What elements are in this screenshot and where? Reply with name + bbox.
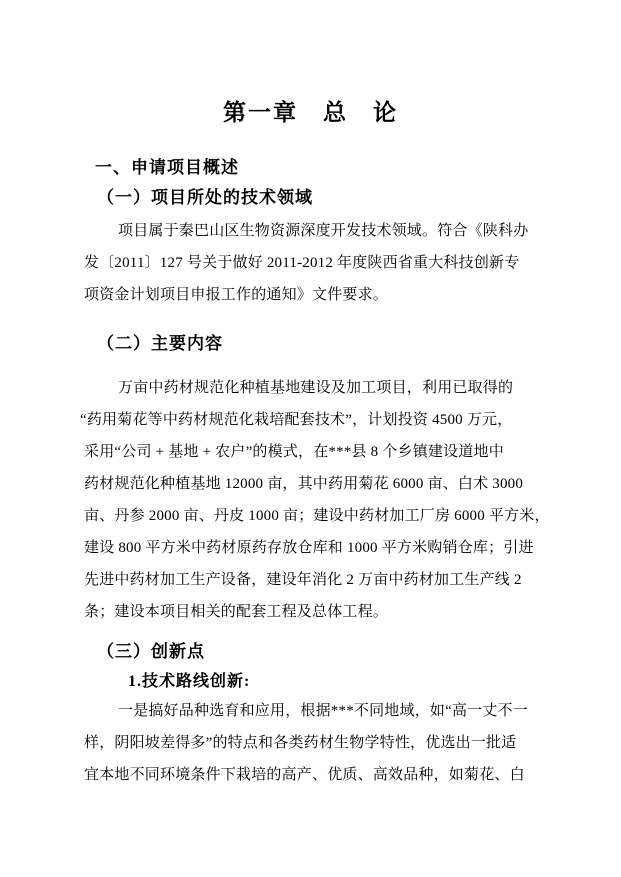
subsection-heading-technical-field: （一）项目所处的技术领域 [97,188,313,207]
subsection-heading-innovation: （三）创新点 [97,642,205,661]
paragraph-line: 样，阴阳坡差得多”的特点和各类药材生物学特性，优选出一批适 [84,735,517,751]
paragraph-line: 亩、丹参 2000 亩、丹皮 1000 亩；建设中药材加工厂房 6000 平方米， [84,508,550,524]
paragraph-line: 万亩中药材规范化种植基地建设及加工项目，利用已取得的 [118,380,514,396]
subsection-heading-main-content: （二）主要内容 [97,334,223,353]
paragraph-line: 发〔2011〕127 号关于做好 2011-2012 年度陕西省重大科技创新专 [84,255,520,271]
paragraph-line: 一是搞好品种选育和应用，根据***不同地域，如“高一丈不一 [118,703,528,719]
paragraph-line: “药用菊花等中药材规范化栽培配套技术”，计划投资 4500 万元， [80,412,513,428]
paragraph-technical-field [84,215,554,311]
section-heading: 一、申请项目概述 [95,158,239,177]
minor-heading-technical-route: 1.技术路线创新: [128,673,251,690]
paragraph-line: 项目属于秦巴山区生物资源深度开发技术领域。符合《陕科办 [118,223,529,239]
paragraph-line: 宜本地不同环境条件下栽培的高产、优质、高效品种，如菊花、白 [84,767,525,783]
paragraph-main-content [80,372,554,628]
paragraph-line: 先进中药材加工生产设备，建设年消化 2 万亩中药材加工生产线 2 [84,572,522,588]
paragraph-line: 项资金计划项目申报工作的通知》文件要求。 [84,287,389,303]
paragraph-line: 条；建设本项目相关的配套工程及总体工程。 [84,604,389,620]
paragraph-line: 采用“公司 + 基地 + 农户”的模式，在***县 8 个乡镇建设道地中 [84,444,504,460]
chapter-title: 第一章 总 论 [223,100,398,125]
paragraph-line: 药材规范化种植基地 12000 亩，其中药用菊花 6000 亩、白术 3000 [84,476,524,492]
paragraph-line: 建设 800 平方米中药材原药存放仓库和 1000 平方米购销仓库；引进 [84,540,534,556]
paragraph-innovation [84,695,554,791]
